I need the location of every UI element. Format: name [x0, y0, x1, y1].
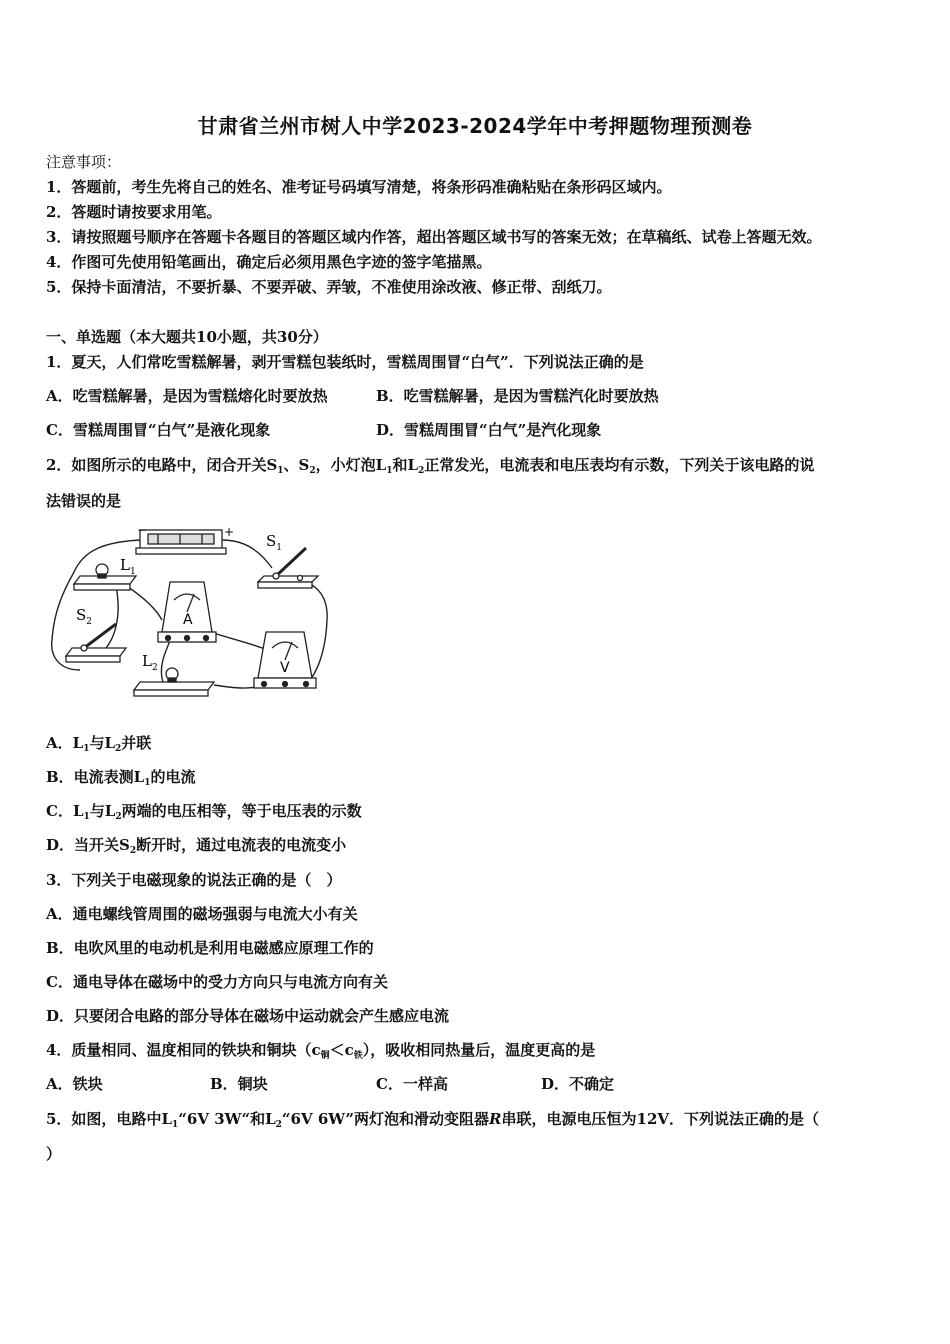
q1-option-a: A．吃雪糕解暑，是因为雪糕熔化时要放热: [46, 387, 328, 405]
q3-stem: 3．下列关于电磁现象的说法正确的是（ ）: [46, 871, 342, 889]
q2-option-b: B．电流表测$L_1$的电流: [46, 768, 196, 788]
q2-stem: 2．如图所示的电路中，闭合开关$S_1$、$S_2$，小灯泡$L_1$和$L_2$正常发光，电流表和电压表均有示数，下列关于该电路的说: [46, 456, 815, 476]
q3-option-b: B．电吹风里的电动机是利用电磁感应原理工作的: [46, 939, 374, 957]
voltmeter-label: V: [280, 660, 290, 676]
q4-option-c: C．一样高: [376, 1075, 448, 1093]
q1-option-b: B．吃雪糕解暑，是因为雪糕汽化时要放热: [376, 387, 659, 405]
q4-option-b: B．铜块: [210, 1075, 268, 1093]
q4-option-d: D．不确定: [541, 1075, 615, 1093]
q4-stem: 4．质量相同、温度相同的铁块和铜块$(c_铜<c_铁)$，吸收相同热量后，温度更高的是: [46, 1041, 596, 1061]
page-title: 甘肃省兰州市树人中学2023-2024学年中考押题物理预测卷: [197, 114, 753, 138]
notice-heading: 注意事项：: [46, 153, 122, 171]
notice-item-4: 4．作图可先使用铅笔画出，确定后必须用黑色字迹的签字笔描黑。: [46, 253, 492, 271]
switch-s2: [66, 624, 126, 662]
battery: [136, 530, 226, 554]
notice-item-5: 5．保持卡面清洁，不要折暴、不要弄破、弄皱，不准使用涂改液、修正带、刮纸刀。: [46, 278, 612, 296]
q1-option-c: C．雪糕周围冒“白气”是液化现象: [46, 421, 271, 439]
label-s2: $S_2$: [76, 606, 93, 627]
q2-option-d: D．当开关$S_2$断开时，通过电流表的电流变小: [46, 836, 347, 856]
notice-item-3: 3．请按照题号顺序在答题卡各题目的答题区域内作答，超出答题区域书写的答案无效；在草稿纸、试卷上答题无效。: [46, 228, 822, 246]
q2-option-c: C．$L_1$与$L_2$两端的电压相等，等于电压表的示数: [46, 802, 362, 822]
q3-option-c: C．通电导体在磁场中的受力方向只与电流方向有关: [46, 973, 388, 991]
q5-stem-line2: ）: [46, 1145, 62, 1163]
q3-option-a: A．通电螺线管周围的磁场强弱与电流大小有关: [46, 905, 358, 923]
q4-option-a: A．铁块: [46, 1075, 103, 1093]
section-heading: 一、单选题（本大题共10小题，共30分）: [46, 328, 328, 346]
wire: [222, 540, 272, 568]
q1-option-d: D．雪糕周围冒“白气”是汽化现象: [376, 421, 602, 439]
switch-s1: [258, 548, 318, 588]
circuit-figure: [44, 520, 336, 706]
battery-plus-label: +: [224, 525, 235, 539]
label-l1: $L_1$: [120, 556, 136, 577]
label-s1: $S_1$: [266, 532, 283, 553]
notice-item-2: 2．答题时请按要求用笔。: [46, 203, 222, 221]
q2-stem-line2: 法错误的是: [46, 492, 122, 510]
q3-option-d: D．只要闭合电路的部分导体在磁场中运动就会产生感应电流: [46, 1007, 450, 1025]
q5-stem: 5．如图，电路中$L_1“6V$ 3W“和$L_2“6V$ 6W”两灯泡和滑动变阻器R串联，电源电压恒为12V．下列说法正确的是（: [46, 1110, 820, 1130]
lamp-l2: [134, 668, 214, 696]
notice-item-1: 1．答题前，考生先将自己的姓名、准考证号码填写清楚，将条形码准确粘贴在条形码区域内。: [46, 178, 672, 196]
battery-minus-label: −: [137, 523, 148, 537]
ammeter-label: A: [183, 612, 193, 628]
q1-stem: 1．夏天，人们常吃雪糕解暑，剥开雪糕包装纸时，雪糕周围冒“白气”．下列说法正确的是: [46, 353, 644, 371]
label-l2: $L_2$: [142, 652, 158, 673]
q2-option-a: A．$L_1$与$L_2$并联: [46, 734, 152, 754]
